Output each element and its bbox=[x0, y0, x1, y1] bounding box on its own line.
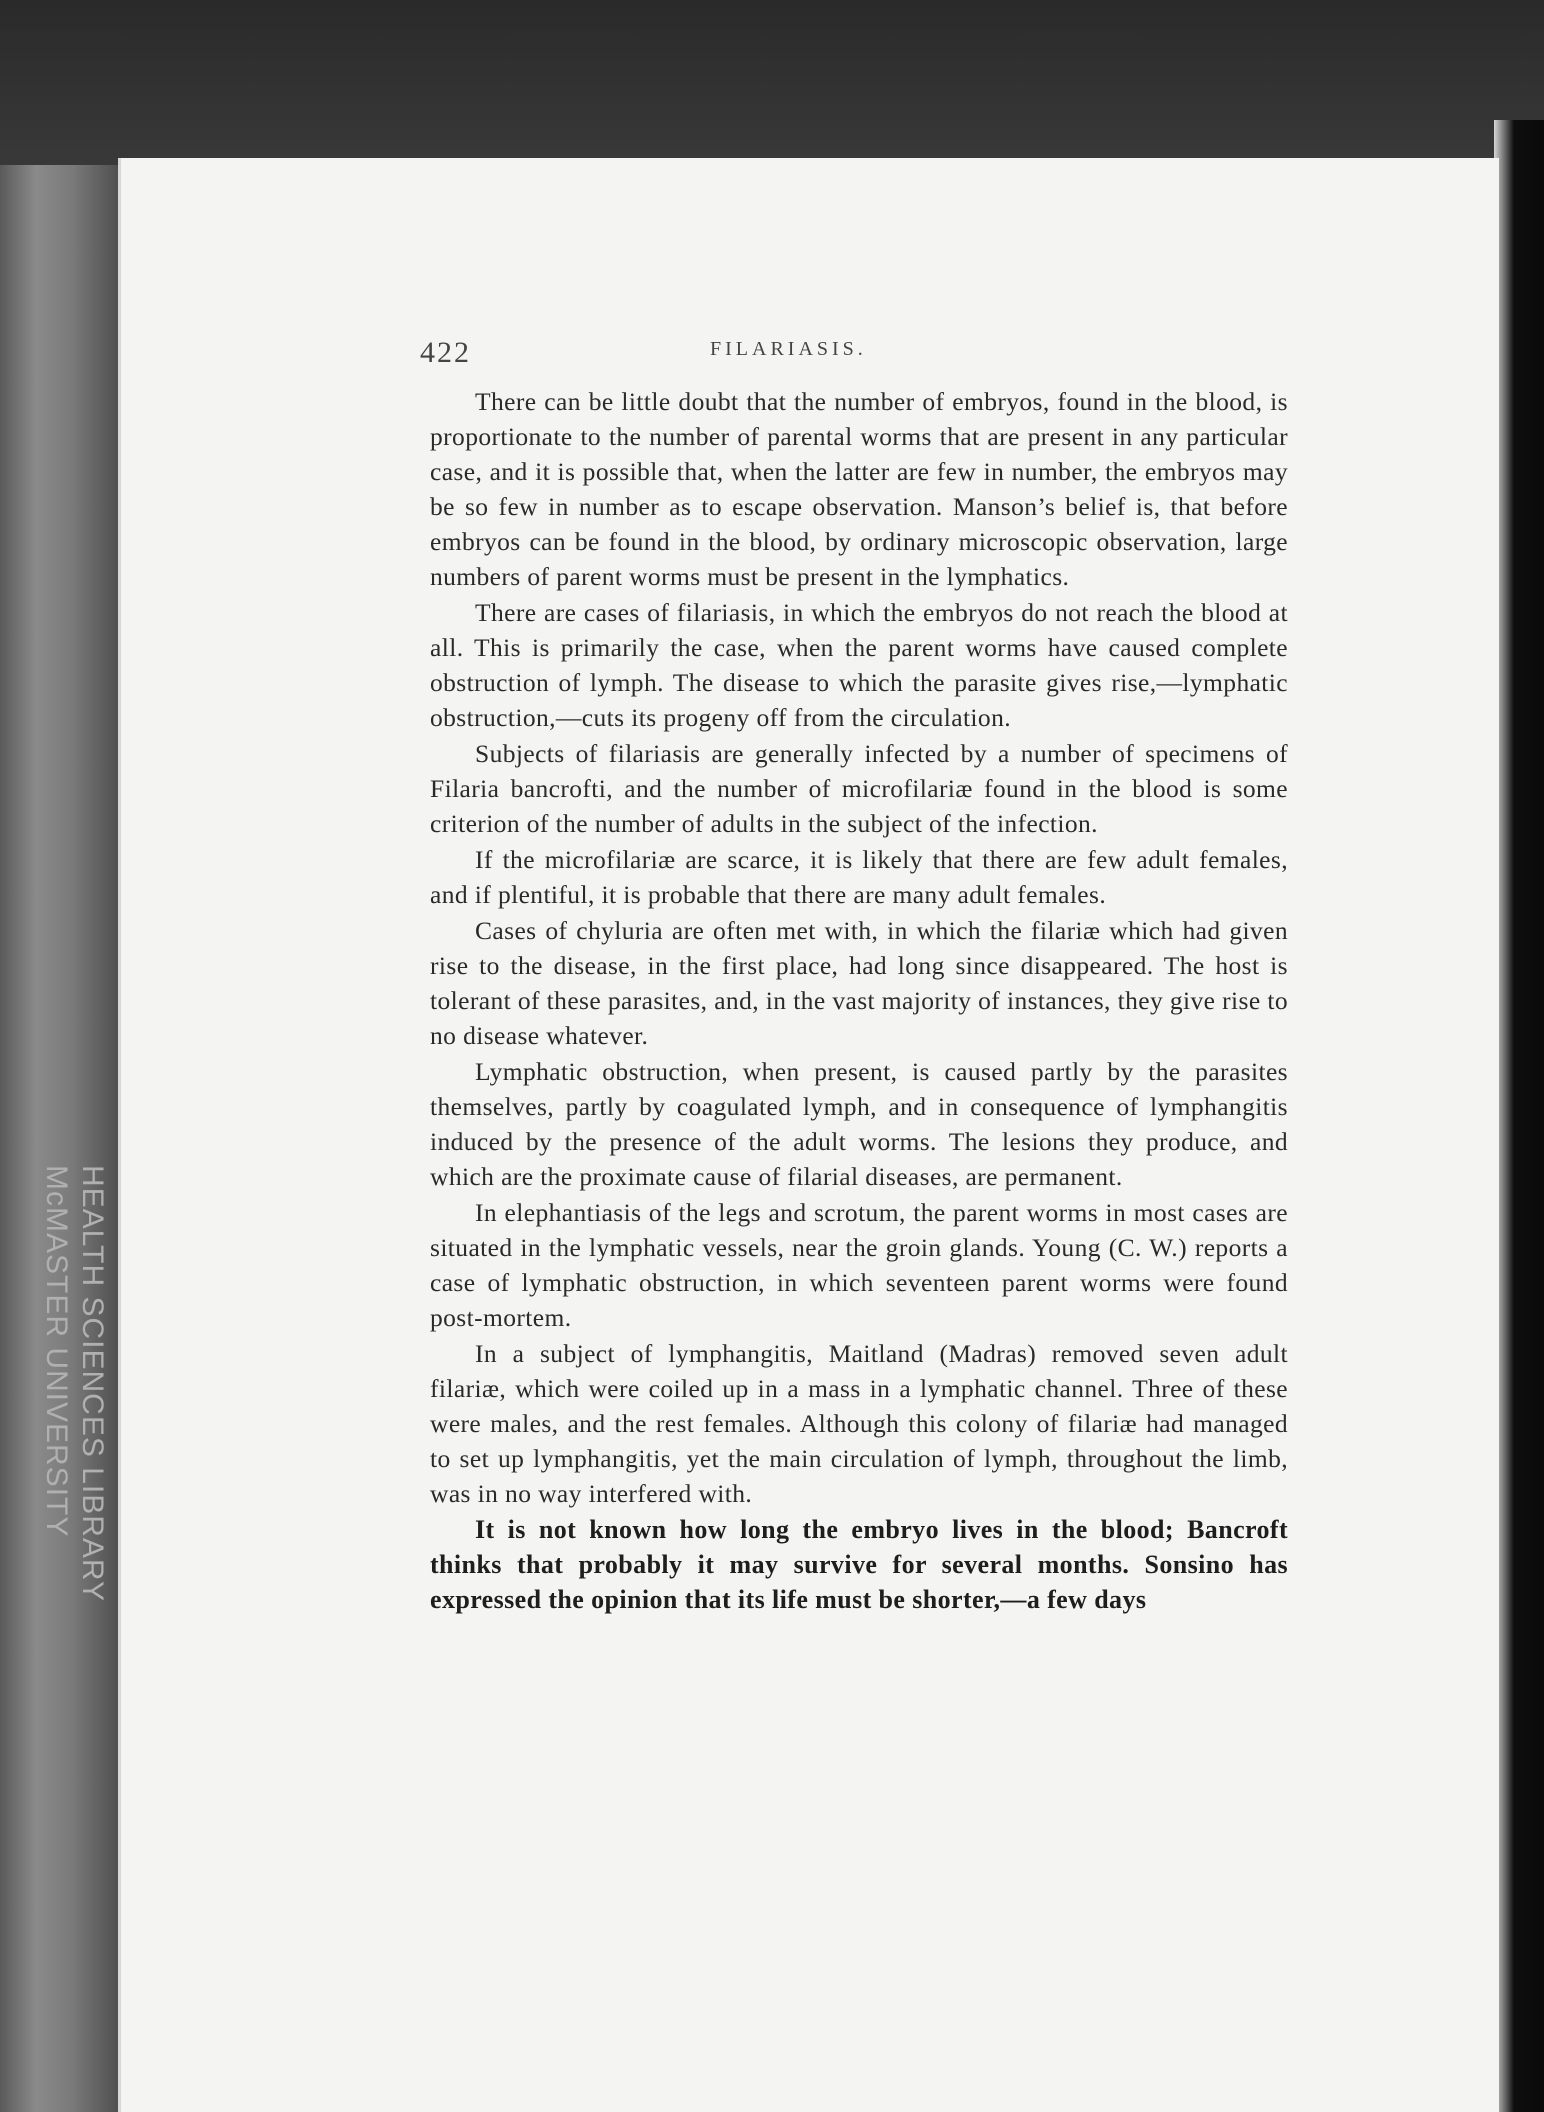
library-stamp-line-1: HEALTH SCIENCES LIBRARY bbox=[76, 1165, 109, 1603]
book-right-edge bbox=[1494, 120, 1544, 2112]
page-number: 422 bbox=[420, 336, 471, 369]
library-stamp-line-2: McMASTER UNIVERSITY bbox=[40, 1165, 73, 1538]
scan-top-background bbox=[0, 0, 1544, 180]
paragraph-7: In elephantiasis of the legs and scrotum, the parent worms in most cases are situated in the lymphatic vessels, near the groin glands. Young (C. W.) reports a case of lymphatic obstruction, in which seventeen parent worms were found post-mortem. bbox=[430, 1198, 1288, 1332]
paragraph-1: There can be little doubt that the number of embryos, found in the blood, is proportionate to the number of parental worms that are present in any particular case, and it is possible that, when the latter are few in number, the embryos may be so few in number as to escape observation. Manson’s belief is, that before embryos can be found in the blood, by ordinary microscopic observation, large numbers of parent worms must be present in the lymphatics. bbox=[430, 387, 1288, 591]
paragraph-3: Subjects of filariasis are generally infected by a number of specimens of Filaria bancrofti, and the number of microfilariæ found in the blood is some criterion of the number of adults in the subject of the infection. bbox=[430, 739, 1288, 838]
book-spine bbox=[0, 165, 120, 2112]
paragraph-4: If the microfilariæ are scarce, it is likely that there are few adult females, and if plentiful, it is probable that there are many adult females. bbox=[430, 845, 1288, 909]
page-header bbox=[420, 330, 1280, 370]
paragraph-8: In a subject of lymphangitis, Maitland (Madras) removed seven adult filariæ, which were coiled up in a mass in a lymphatic channel. Three of these were males, and the rest females. Although this colony of filariæ had managed to set up lymphangitis, yet the main circulation of lymph, throughout the limb, was in no way interfered with. bbox=[430, 1339, 1288, 1508]
paragraph-9: It is not known how long the embryo lives in the blood; Bancroft thinks that probably it may survive for several months. Sonsino has expressed the opinion that its life must be shorter,—a few days bbox=[430, 1515, 1288, 1614]
paragraph-5: Cases of chyluria are often met with, in which the filariæ which had given rise to the disease, in the first place, had long since disappeared. The host is tolerant of these parasites, and, in the vast majority of instances, they give rise to no disease whatever. bbox=[430, 916, 1288, 1050]
library-stamp bbox=[38, 1165, 110, 1603]
paragraph-2: There are cases of filariasis, in which the embryos do not reach the blood at all. This is primarily the case, when the parent worms have caused complete obstruction of lymph. The disease to which the parasite gives rise,—lymphatic obstruction,—cuts its progeny off from the circulation. bbox=[430, 598, 1288, 732]
body-text bbox=[430, 384, 1288, 1618]
paragraph-6: Lymphatic obstruction, when present, is caused partly by the parasites themselves, partly by coagulated lymph, and in consequence of lymphangitis induced by the presence of the adult worms. The lesions they produce, and which are the proximate cause of filarial diseases, are permanent. bbox=[430, 1057, 1288, 1191]
running-head: FILARIASIS. bbox=[710, 338, 867, 360]
